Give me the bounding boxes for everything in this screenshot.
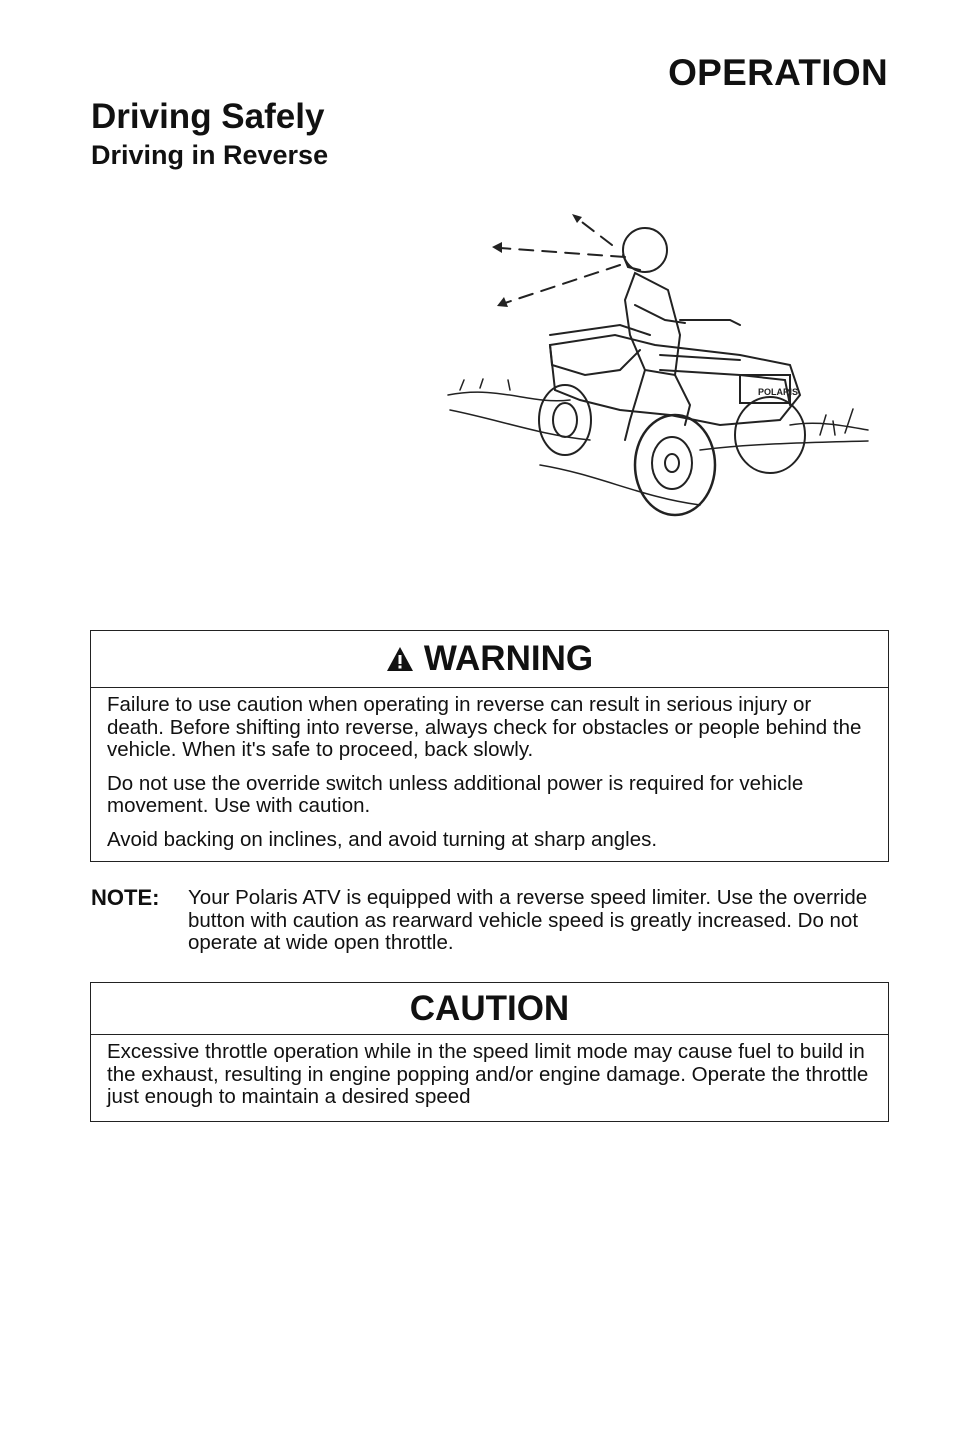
page-title: Driving Safely: [91, 97, 325, 136]
note-label: NOTE:: [91, 885, 160, 910]
caution-box: [90, 982, 889, 1122]
caution-body: [91, 1035, 888, 1109]
warning-triangle-icon: [386, 646, 414, 672]
brand-label: POLARIS: [758, 387, 799, 397]
atv-rider-looking-back-illustration: [440, 205, 880, 525]
note-text: Your Polaris ATV is equipped with a reverse speed limiter. Use the override button with caution as rearward vehicle speed is greatly increased. Do not operate at wide open throttle.: [188, 886, 868, 954]
caution-paragraph: Excessive throttle operation while in the speed limit mode may cause fuel to build in the exhaust, resulting in engine popping and/or engine damage. Operate the throttle just enough to maintain a desired speed: [107, 1040, 869, 1108]
warning-heading: [91, 631, 888, 688]
section-header: OPERATION: [668, 52, 888, 93]
sight-lines: [500, 219, 625, 303]
warning-body: [91, 688, 888, 851]
warning-paragraph: Avoid backing on inclines, and avoid turning at sharp angles.: [107, 827, 658, 851]
caution-heading-text: CAUTION: [409, 988, 570, 1028]
caution-heading: [91, 983, 888, 1035]
page-subtitle: Driving in Reverse: [91, 140, 329, 170]
warning-heading-text: WARNING: [423, 639, 594, 678]
note: [91, 887, 881, 955]
warning-box: [90, 630, 889, 862]
warning-paragraph: Failure to use caution when operating in reverse can result in serious injury or death. Before shifting into reverse, always check for obstacles or people behind the vehicle. When it's safe to proceed, back slowly.: [107, 693, 862, 761]
warning-paragraph: Do not use the override switch unless additional power is required for vehicle movement. Use with caution.: [107, 771, 804, 817]
